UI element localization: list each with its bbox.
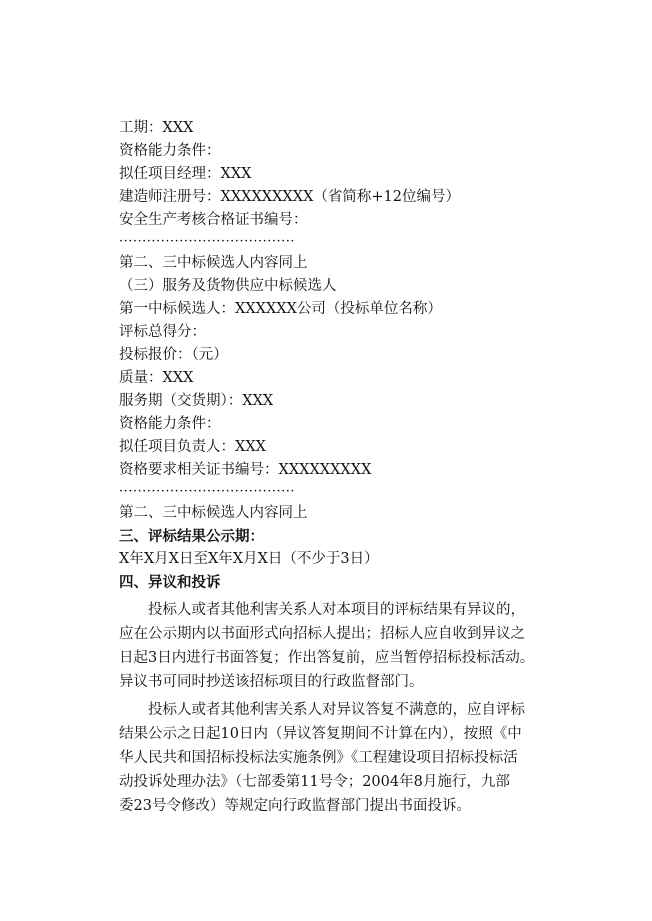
objection-paragraph: [0, 598, 652, 694]
complaint-paragraph: [0, 698, 652, 818]
ellipsis-divider: ······································: [119, 234, 296, 249]
project-manager-line: 拟任项目经理：XXX: [119, 166, 252, 182]
publicity-period-text: X年X月X日至X年X月X日（不少于3日）: [119, 551, 379, 567]
section4-heading: 四、异议和投诉: [119, 574, 221, 591]
paragraph-line: 委23号令修改）等规定向行政监督部门提出书面投诉。: [119, 798, 471, 814]
paragraph-line: 异议书可同时抄送该招标项目的行政监督部门。: [119, 674, 424, 690]
total-score-line: 评标总得分：: [119, 324, 206, 340]
paragraph-line: 华人民共和国招标投标法实施条例》《工程建设项目招标投标活: [119, 750, 518, 766]
safety-cert-line: 安全生产考核合格证书编号：: [119, 212, 308, 228]
candidates-same-line-2: 第二、三中标候选人内容同上: [119, 505, 308, 521]
paragraph-line: 投标人或者其他利害关系人对异议答复不满意的，应自评标: [148, 702, 525, 718]
qualification-line: 资格能力条件：: [119, 143, 221, 159]
project-leader-line: 拟任项目负责人：XXX: [119, 439, 266, 455]
paragraph-line: 结果公示之日起10日内（异议答复期间不计算在内），按照《中: [119, 726, 522, 742]
paragraph-line: 应在公示期内以书面形式向招标人提出；招标人应自收到异议之: [119, 626, 525, 642]
service-period-line: 服务期（交货期）：XXX: [119, 393, 274, 409]
constructor-reg-line: 建造师注册号：XXXXXXXXX（省简称+12位编号）: [119, 189, 461, 205]
qualification-line-2: 资格能力条件：: [119, 416, 221, 432]
paragraph-line: 日起3日内进行书面答复；作出答复前，应当暂停招标投标活动。: [119, 650, 535, 666]
duration-line: 工期：XXX: [119, 120, 194, 136]
section3-heading: 三、评标结果公示期：: [119, 528, 264, 545]
paragraph-line: 动投诉处理办法》（七部委第11号令；2004年8月施行，九部: [119, 774, 510, 790]
service-goods-heading: （三）服务及货物供应中标候选人: [119, 278, 337, 294]
first-candidate-line: 第一中标候选人：XXXXXX公司（投标单位名称）: [119, 301, 442, 317]
cert-number-line: 资格要求相关证书编号：XXXXXXXXX: [119, 462, 372, 478]
ellipsis-divider-2: ······································: [119, 484, 296, 499]
bid-price-line: 投标报价：（元）: [119, 347, 228, 363]
candidates-same-line: 第二、三中标候选人内容同上: [119, 255, 308, 271]
document-body: [0, 117, 652, 818]
quality-line: 质量：XXX: [119, 370, 194, 386]
paragraph-line: 投标人或者其他利害关系人对本项目的评标结果有异议的，: [148, 602, 525, 618]
